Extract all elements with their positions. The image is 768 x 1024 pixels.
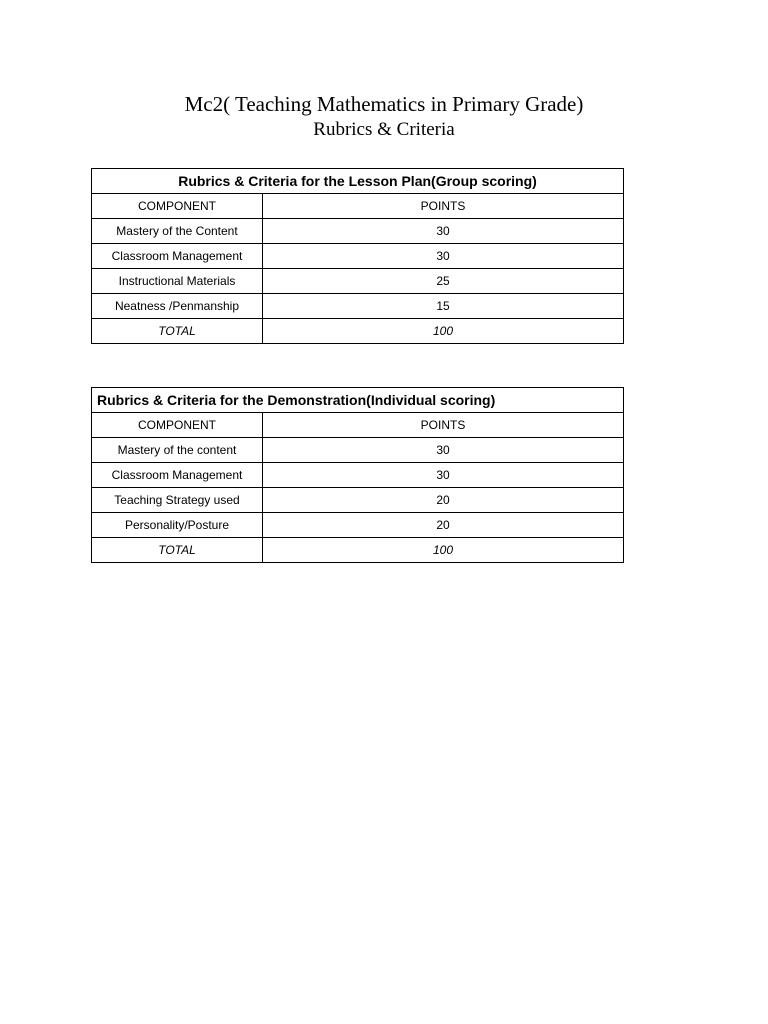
points-cell: 30 xyxy=(263,438,624,463)
table-header-row xyxy=(92,413,624,438)
points-cell: 30 xyxy=(263,463,624,488)
table-caption: Rubrics & Criteria for the Demonstration(Individual scoring) xyxy=(92,388,624,413)
table-header-row xyxy=(92,194,624,219)
component-cell: Neatness /Penmanship xyxy=(92,294,263,319)
total-points: 100 xyxy=(263,319,624,344)
document-subtitle: Rubrics & Criteria xyxy=(313,119,455,140)
component-cell: Teaching Strategy used xyxy=(92,488,263,513)
component-cell: Classroom Management xyxy=(92,463,263,488)
document-title: Mc2( Teaching Mathematics in Primary Grade) xyxy=(184,92,584,116)
table-row xyxy=(92,219,624,244)
total-label: TOTAL xyxy=(92,319,263,344)
component-cell: Personality/Posture xyxy=(92,513,263,538)
points-cell: 25 xyxy=(263,269,624,294)
points-cell: 20 xyxy=(263,488,624,513)
table-row xyxy=(92,244,624,269)
points-cell: 30 xyxy=(263,244,624,269)
table-row xyxy=(92,438,624,463)
total-points: 100 xyxy=(263,538,624,563)
component-cell: Instructional Materials xyxy=(92,269,263,294)
column-header-points: POINTS xyxy=(263,194,624,219)
total-label: TOTAL xyxy=(92,538,263,563)
table-row xyxy=(92,294,624,319)
table-row xyxy=(92,513,624,538)
table-row xyxy=(92,269,624,294)
points-cell: 15 xyxy=(263,294,624,319)
total-row xyxy=(92,319,624,344)
points-cell: 20 xyxy=(263,513,624,538)
column-header-component: COMPONENT xyxy=(92,194,263,219)
component-cell: Mastery of the content xyxy=(92,438,263,463)
points-cell: 30 xyxy=(263,219,624,244)
table-row xyxy=(92,488,624,513)
table-caption: Rubrics & Criteria for the Lesson Plan(Group scoring) xyxy=(92,169,624,194)
lesson-plan-rubric-table xyxy=(91,168,624,344)
table-row xyxy=(92,463,624,488)
component-cell: Classroom Management xyxy=(92,244,263,269)
component-cell: Mastery of the Content xyxy=(92,219,263,244)
column-header-points: POINTS xyxy=(263,413,624,438)
column-header-component: COMPONENT xyxy=(92,413,263,438)
demonstration-rubric-table xyxy=(91,387,624,563)
total-row xyxy=(92,538,624,563)
